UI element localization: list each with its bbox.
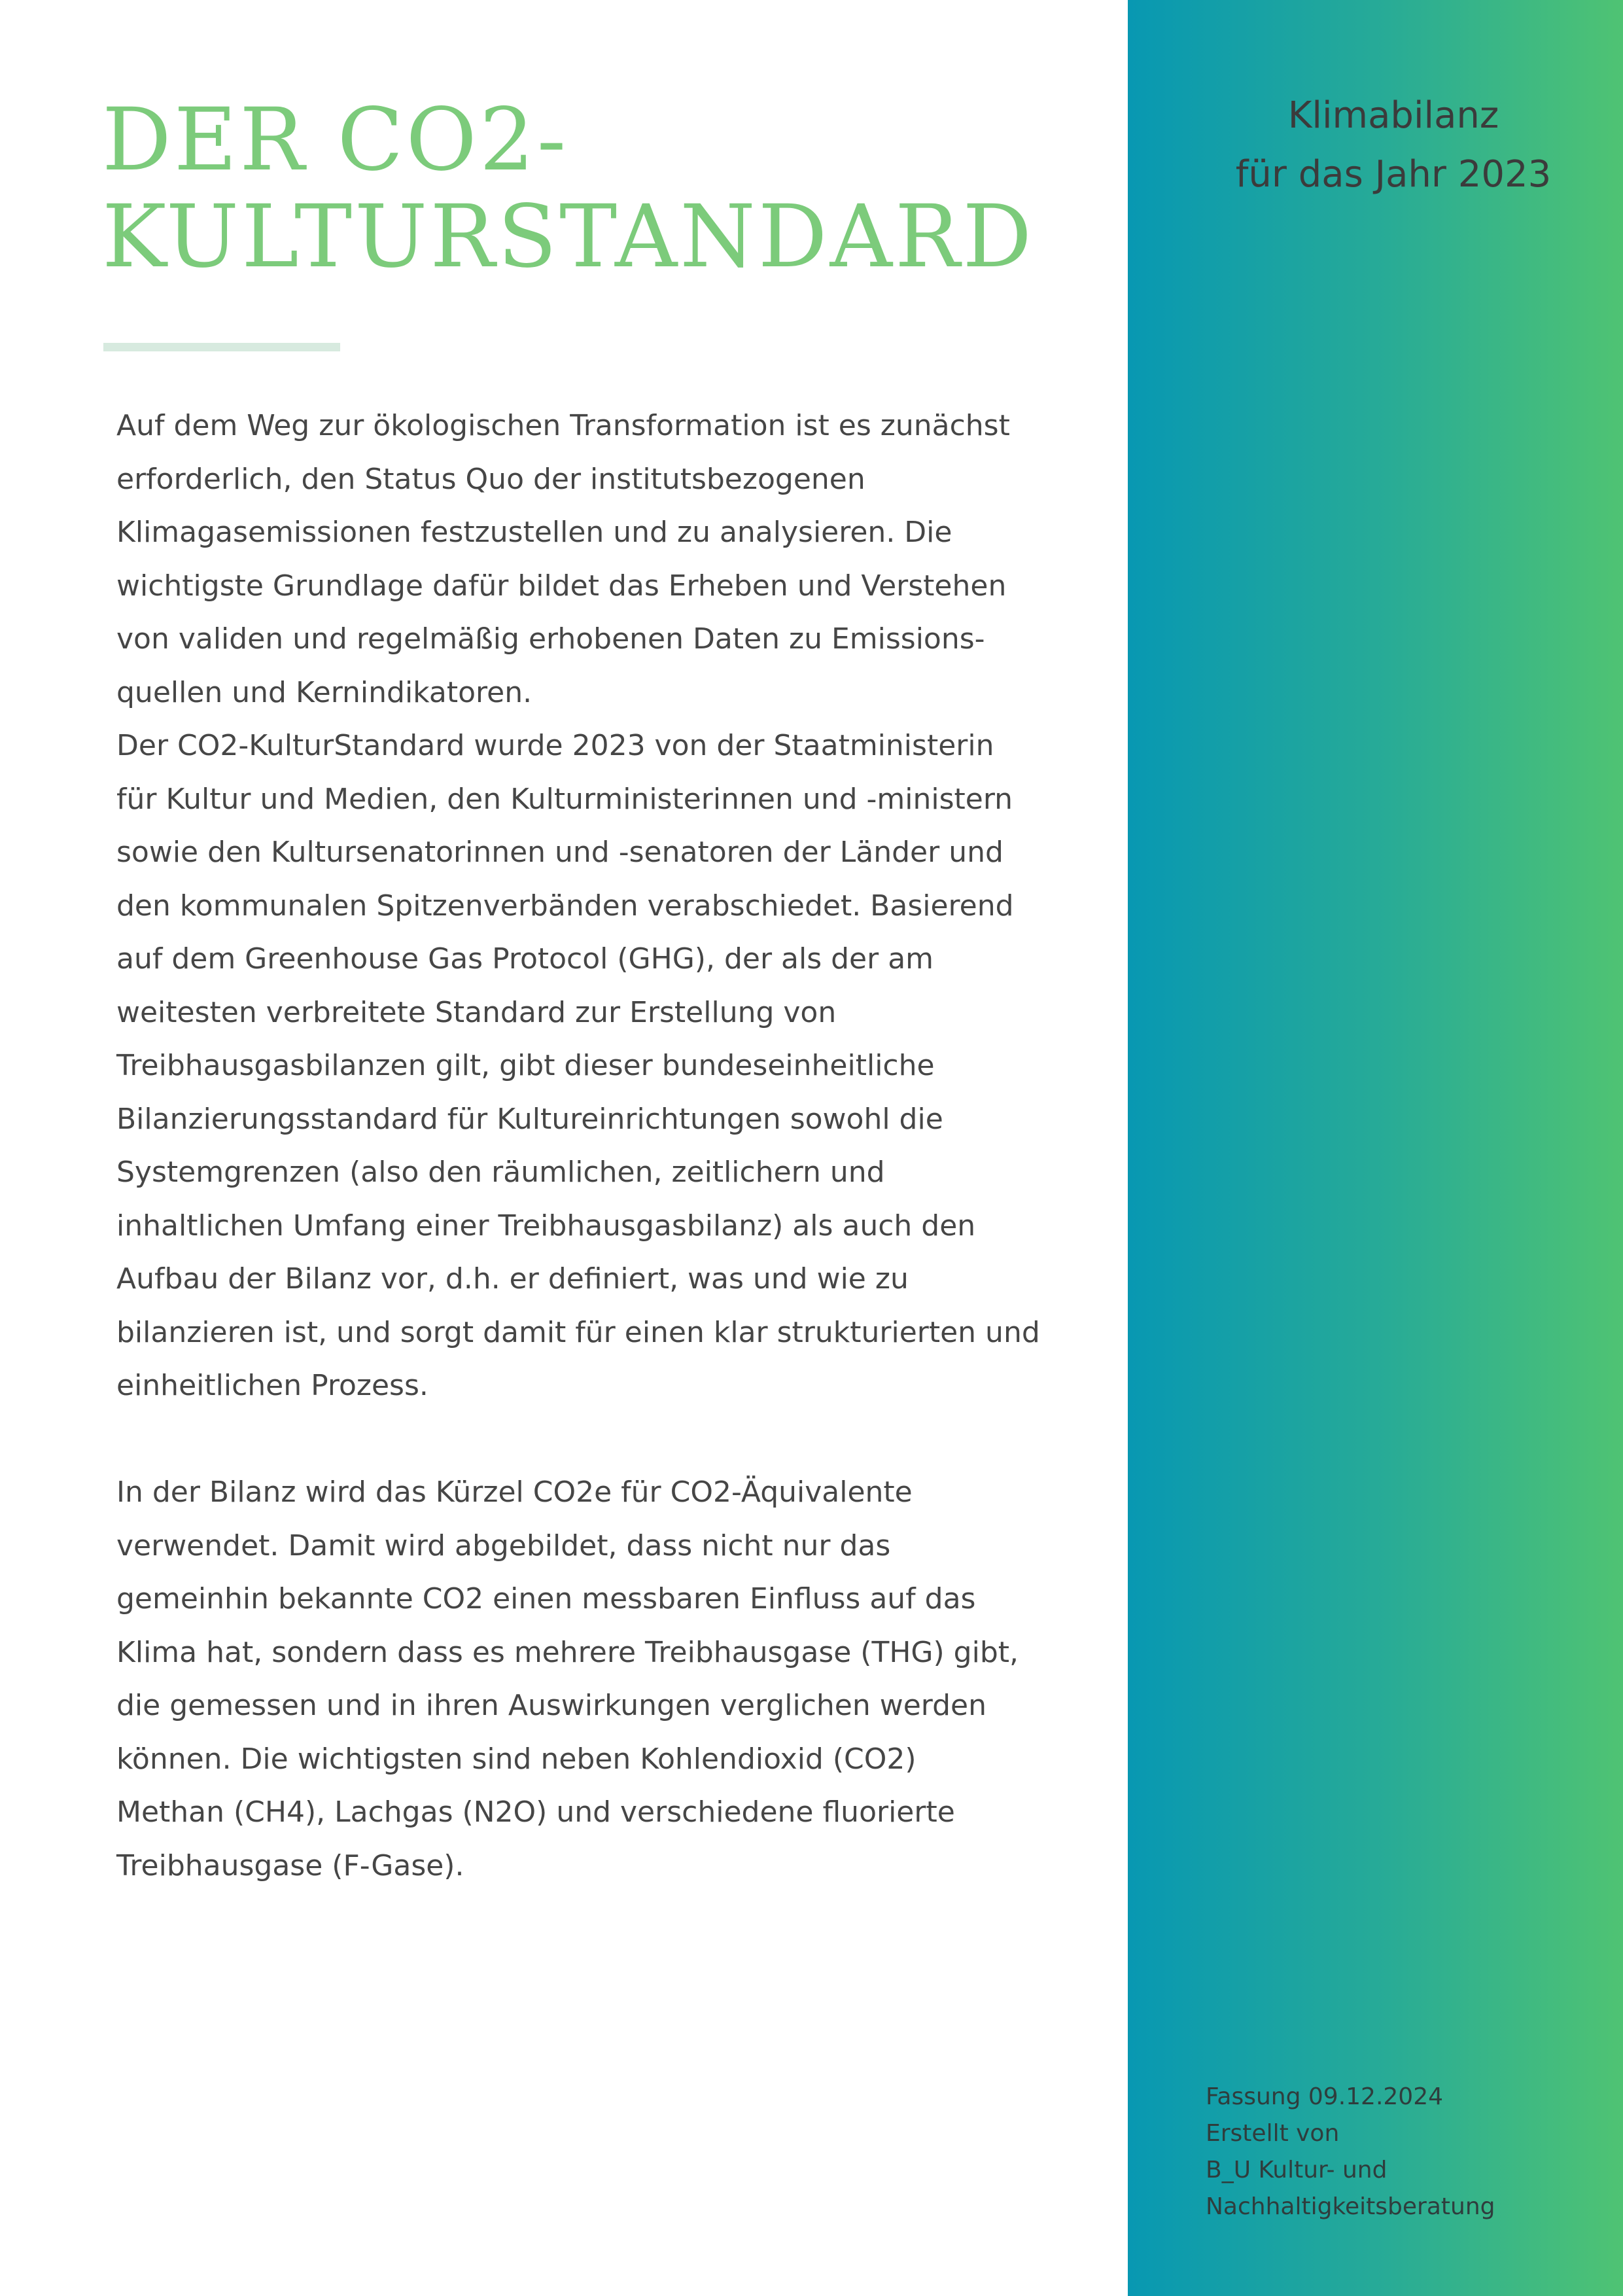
text-line: bilanzieren ist, und sorgt damit für einen klar strukturierten und xyxy=(116,1315,1040,1349)
text-line: Bilanzierungsstandard für Kultureinrichtungen sowohl die xyxy=(116,1102,943,1136)
text-line: inhaltlichen Umfang einer Treibhausgasbilanz) als auch den xyxy=(116,1209,976,1243)
text-line: Methan (CH4), Lachgas (N2O) und verschiedene fluorierte xyxy=(116,1795,955,1829)
version-date: Fassung 09.12.2024 xyxy=(1206,2083,1444,2110)
page-title-line: DER CO2- xyxy=(102,90,569,190)
text-line: können. Die wichtigsten sind neben Kohlendioxid (CO2) xyxy=(116,1742,916,1776)
body-text xyxy=(116,399,1072,1892)
text-line: den kommunalen Spitzenverbänden verabschiedet. Basierend xyxy=(116,889,1014,923)
text-line: sowie den Kultursenatorinnen und -senatoren der Länder und xyxy=(116,836,1003,869)
text-line: erforderlich, den Status Quo der institutsbezogenen xyxy=(116,462,865,496)
paragraph-kulturstandard xyxy=(116,719,1072,1413)
text-line: verwendet. Damit wird abgebildet, dass nicht nur das xyxy=(116,1528,891,1563)
text-line: Treibhausgase (F-Gase). xyxy=(116,1848,464,1882)
page-title-line: KULTURSTANDARD xyxy=(102,186,1035,287)
text-line: die gemessen und in ihren Auswirkungen verglichen werden xyxy=(116,1689,986,1722)
author-name: B_U Kultur- und xyxy=(1206,2157,1387,2183)
text-line: Klimagasemissionen festzustellen und zu analysieren. Die xyxy=(116,516,952,549)
created-by-label: Erstellt von xyxy=(1206,2120,1340,2147)
text-line: Klima hat, sondern dass es mehrere Treibhausgase (THG) gibt, xyxy=(116,1635,1019,1669)
text-line: weitesten verbreitete Standard zur Erstellung von xyxy=(116,995,837,1029)
text-line: einheitlichen Prozess. xyxy=(116,1369,428,1402)
text-line: In der Bilanz wird das Kürzel CO2e für CO2-Äquivalente xyxy=(116,1475,913,1509)
page-title xyxy=(102,92,1123,285)
sidebar-gradient-panel xyxy=(1128,0,1623,2296)
text-line: Systemgrenzen (also den räumlichen, zeitlichern und xyxy=(116,1156,885,1189)
text-line: Aufbau der Bilanz vor, d.h. er definiert, was und wie zu xyxy=(116,1262,909,1296)
text-line: Treibhausgasbilanzen gilt, gibt dieser bundeseinheitliche xyxy=(116,1049,935,1082)
sidebar-title xyxy=(1164,86,1622,204)
text-line: von validen und regelmäßig erhobenen Daten zu Emissions- xyxy=(116,622,985,656)
author-name: Nachhaltigkeitsberatung xyxy=(1206,2193,1495,2220)
text-line: gemeinhin bekannte CO2 einen messbaren Einfluss auf das xyxy=(116,1582,976,1616)
text-line: quellen und Kernindikatoren. xyxy=(116,675,532,709)
text-line: auf dem Greenhouse Gas Protocol (GHG), der als der am xyxy=(116,942,934,976)
sidebar-title-line: Klimabilanz xyxy=(1287,94,1499,137)
text-line: Auf dem Weg zur ökologischen Transformation ist es zunächst xyxy=(116,409,1010,442)
paragraph-status-quo xyxy=(116,399,1072,719)
paragraph-spacer xyxy=(116,1413,1072,1466)
sidebar-title-line: für das Jahr 2023 xyxy=(1235,153,1552,196)
sidebar-footer xyxy=(1206,2079,1618,2225)
text-line: Der CO2-KulturStandard wurde 2023 von der Staatministerin xyxy=(116,729,994,762)
title-underline-divider xyxy=(103,343,340,351)
paragraph-co2e xyxy=(116,1466,1072,1892)
text-line: für Kultur und Medien, den Kulturministerinnen und -ministern xyxy=(116,782,1013,816)
text-line: wichtigste Grundlage dafür bildet das Erheben und Verstehen xyxy=(116,569,1007,603)
